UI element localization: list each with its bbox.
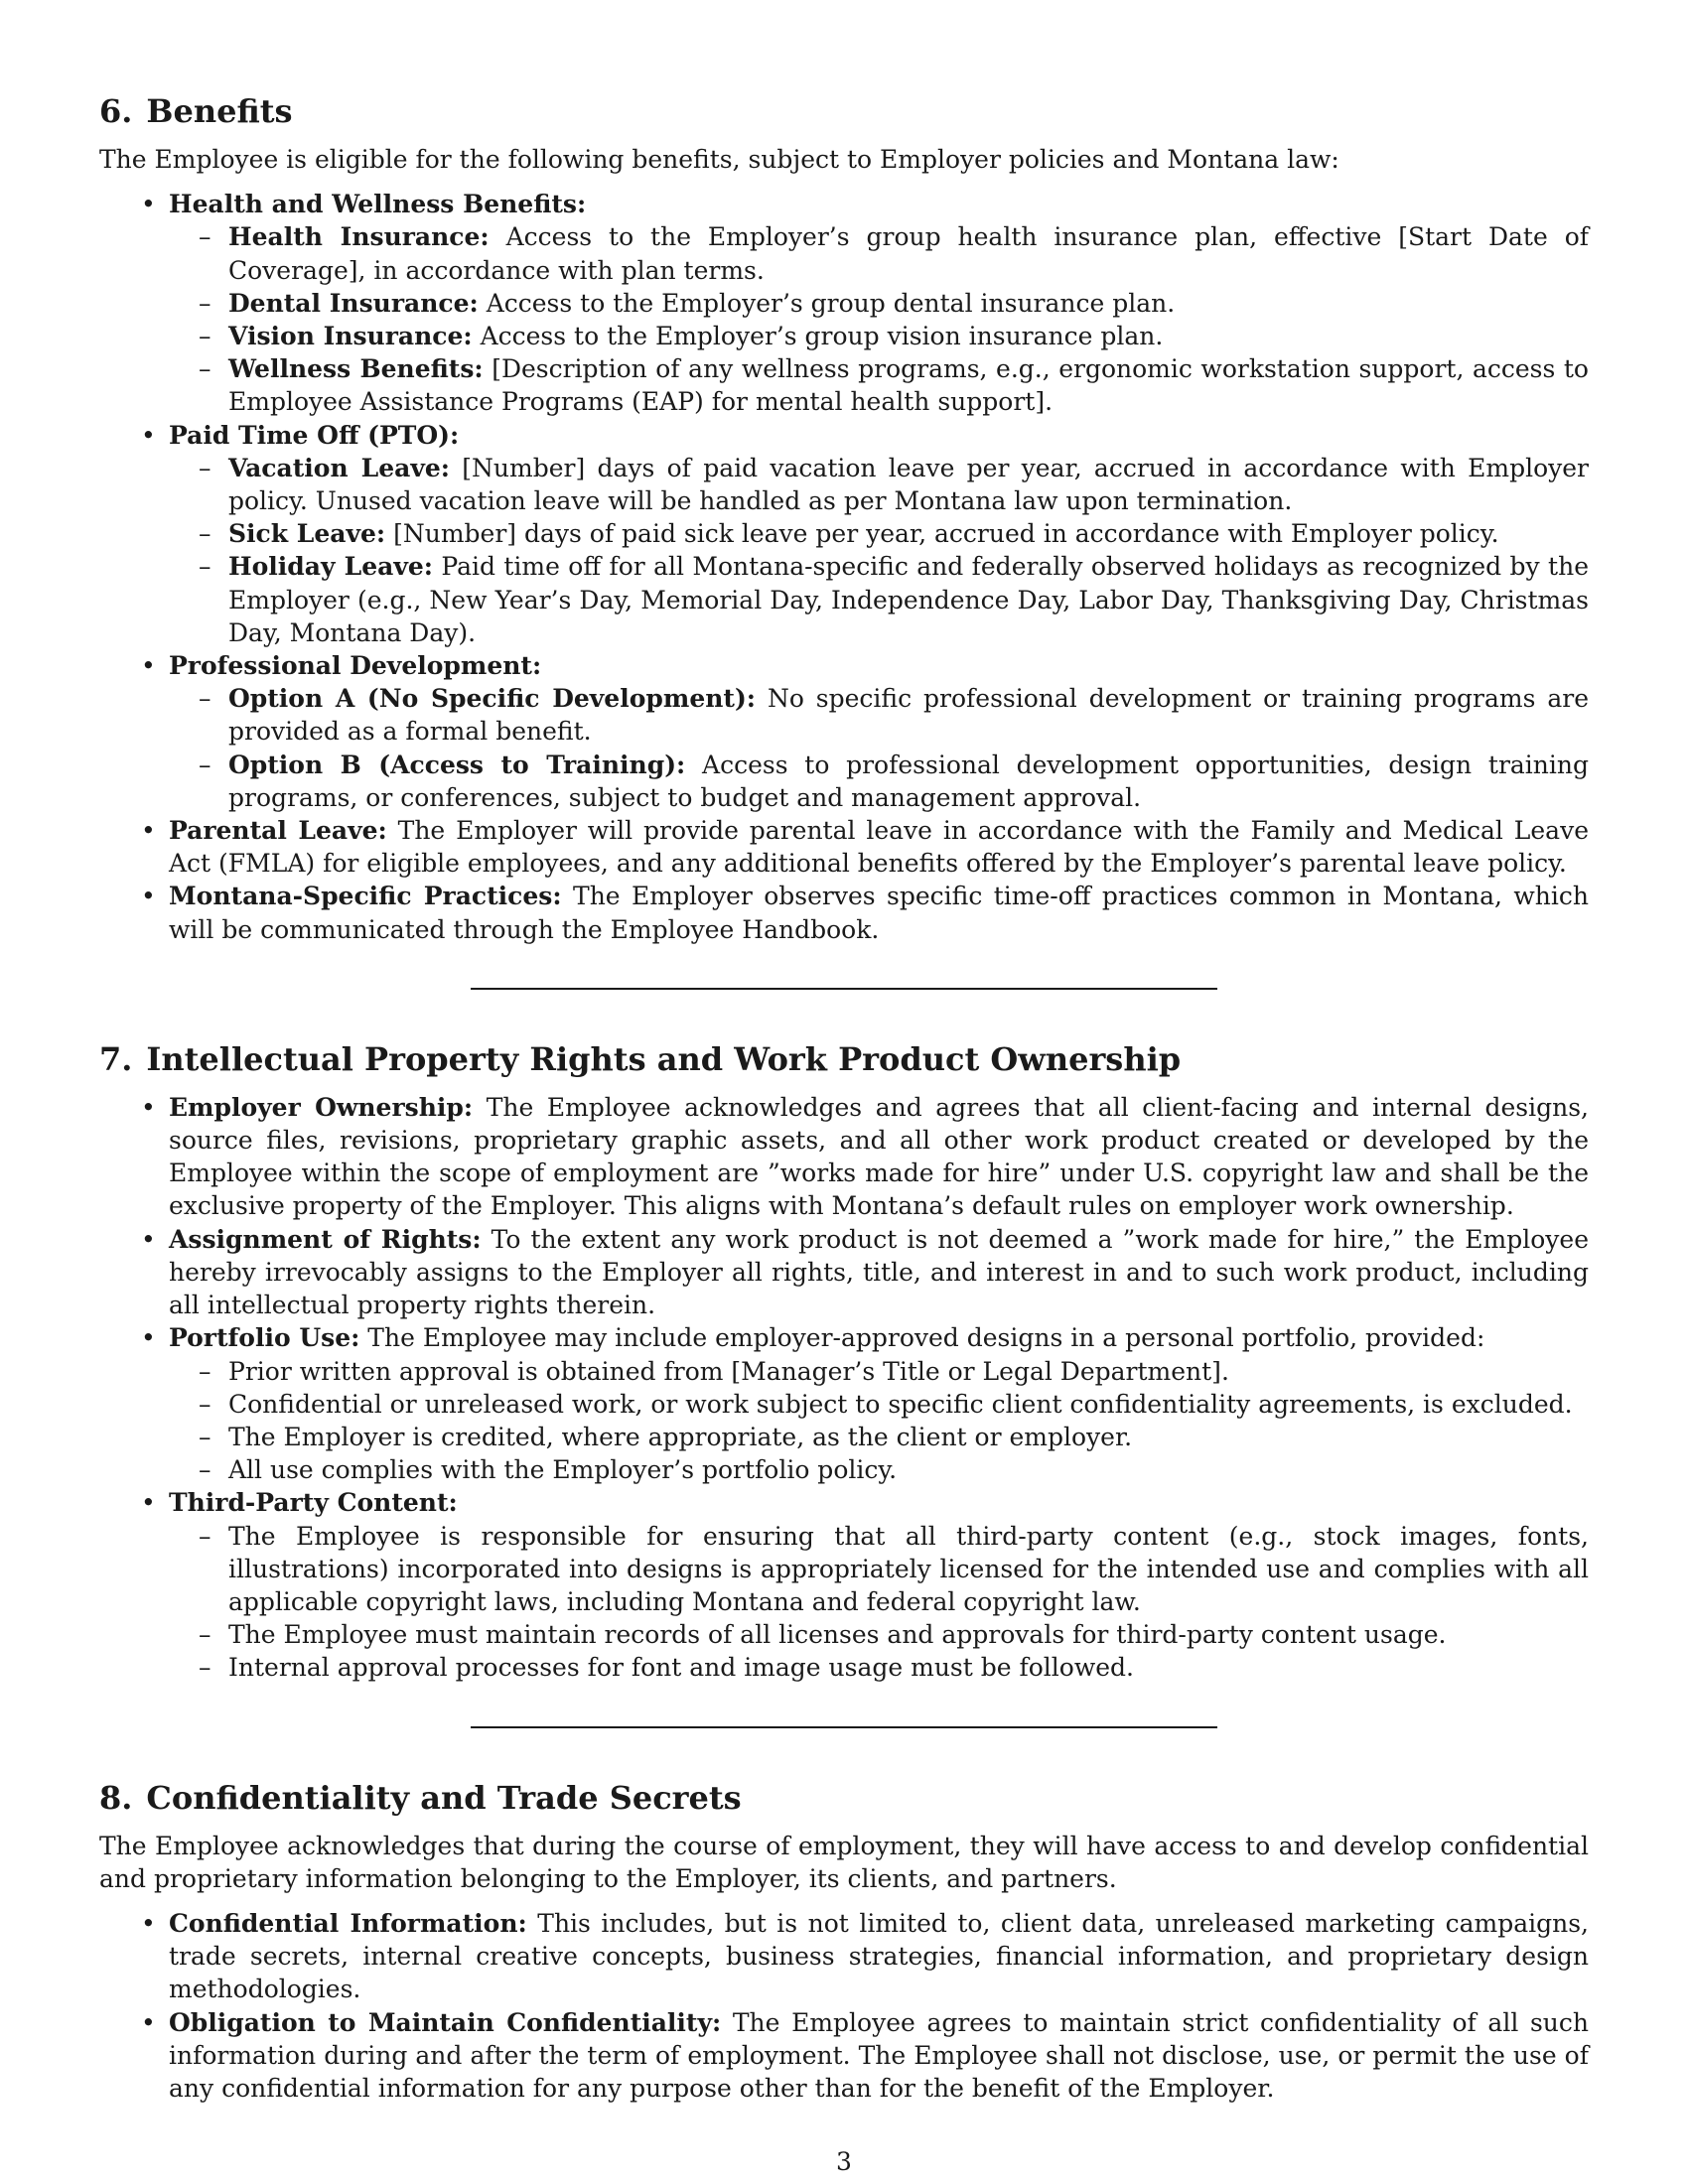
section-7-list — [99, 1091, 1589, 1685]
section-8-list — [99, 1907, 1589, 2105]
section-8-heading: 8. Confidentiality and Trade Secrets — [99, 1778, 742, 1817]
sublist-item: – Prior written approval is obtained from [Manager’s Title or Legal Department]. — [228, 1355, 1589, 1388]
section-divider — [471, 1726, 1217, 1728]
sublist — [169, 1520, 1589, 1685]
list-item: • Professional Development: – Option A (No Specific Development): No specific professional development or training programs are provided as a formal benefit. – Option B (Access to Training): Access to professional development opportunities, design training programs, or conferences, subject to budget and management approval. — [169, 649, 1589, 814]
sublist-item: – The Employee is responsible for ensuring that all third-party content (e.g., stock images, fonts, illustrations) incorporated into designs is appropriately licensed for the intended use and complies with all applicable copyright laws, including Montana and federal copyright law. — [228, 1520, 1589, 1619]
sublist-item: – The Employer is credited, where appropriate, as the client or employer. — [228, 1421, 1589, 1453]
sublist-item: – Health Insurance: Access to the Employer’s group health insurance plan, effective [Start Date of Coverage], in accordance with plan terms. — [228, 220, 1589, 286]
sublist-item: – Confidential or unreleased work, or work subject to specific client confidentiality agreements, is excluded. — [228, 1388, 1589, 1421]
list-item: • Obligation to Maintain Confidentiality: The Employee agrees to maintain strict confidentiality of all such information during and after the term of employment. The Employee shall not disclose, use, or permit the use of any confidential information for any purpose other than for the benefit of the Employer. — [169, 2006, 1589, 2106]
section-6-heading: 6. Benefits — [99, 92, 293, 130]
sublist-item: – Option B (Access to Training): Access to professional development opportunities, design training programs, or conferences, subject to budget and management approval. — [228, 749, 1589, 814]
document-page — [99, 91, 1589, 2105]
section-6-intro: The Employee is eligible for the following benefits, subject to Employer policies and Montana law: — [99, 145, 1339, 174]
sublist-item: – Option A (No Specific Development): No specific professional development or training programs are provided as a formal benefit. — [228, 682, 1589, 748]
page-number: 3 — [836, 2147, 852, 2176]
section-6-list — [99, 188, 1589, 946]
sublist-item: – Vision Insurance: Access to the Employer’s group vision insurance plan. — [228, 320, 1589, 352]
sublist-item: – Holiday Leave: Paid time off for all Montana-specific and federally observed holidays as recognized by the Employer (e.g., New Year’s Day, Memorial Day, Independence Day, Labor Day, Thanksgiving Day, Christmas Day, Montana Day). — [228, 550, 1589, 649]
list-item: • Confidential Information: This includes, but is not limited to, client data, unreleased marketing campaigns, trade secrets, internal creative concepts, business strategies, financial information, and proprietary design methodologies. — [169, 1907, 1589, 2006]
list-item: • Health and Wellness Benefits: – Health Insurance: Access to the Employer’s group health insurance plan, effective [Start Date of Coverage], in accordance with plan terms. – Dental Insurance: Access to the Employer’s group dental insurance plan. – Vision Insurance: Access to the Employer’s group vision insurance plan. – Wellness Benefits: [Description of any wellness programs, e.g., ergonomic workstation support, access to Employee Assistance Programs (EAP) for mental health support]. — [169, 188, 1589, 418]
sublist-item: – Internal approval processes for font and image usage must be followed. — [228, 1651, 1589, 1684]
sublist — [169, 1355, 1589, 1487]
sublist-item: – Wellness Benefits: [Description of any wellness programs, e.g., ergonomic workstation support, access to Employee Assistance Programs (EAP) for mental health support]. — [228, 352, 1589, 418]
sublist-item: – Vacation Leave: [Number] days of paid vacation leave per year, accrued in accordance with Employer policy. Unused vacation leave will be handled as per Montana law upon termination. — [228, 452, 1589, 517]
sublist-item: – The Employee must maintain records of all licenses and approvals for third-party content usage. — [228, 1618, 1589, 1651]
section-7-heading: 7. Intellectual Property Rights and Work Product Ownership — [99, 1039, 1182, 1078]
sublist — [169, 682, 1589, 814]
list-item: • Third-Party Content: – The Employee is responsible for ensuring that all third-party content (e.g., stock images, fonts, illustrations) incorporated into designs is appropriately licensed for the intended use and complies with all applicable copyright laws, including Montana and federal copyright law. – The Employee must maintain records of all licenses and approvals for third-party content usage. – Internal approval processes for font and image usage must be followed. — [169, 1486, 1589, 1684]
sublist-item: – Dental Insurance: Access to the Employer’s group dental insurance plan. — [228, 287, 1589, 320]
sublist — [169, 452, 1589, 649]
sublist — [169, 220, 1589, 418]
sublist-item: – Sick Leave: [Number] days of paid sick leave per year, accrued in accordance with Employer policy. — [228, 517, 1589, 550]
list-item: • Employer Ownership: The Employee acknowledges and agrees that all client-facing and internal designs, source files, revisions, proprietary graphic assets, and all other work product created or developed by the Employee within the scope of employment are ”works made for hire” under U.S. copyright law and shall be the exclusive property of the Employer. This aligns with Montana’s default rules on employer work ownership. — [169, 1091, 1589, 1223]
list-item: • Assignment of Rights: To the extent any work product is not deemed a ”work made for hire,” the Employee hereby irrevocably assigns to the Employer all rights, title, and interest in and to such work product, including all intellectual property rights therein. — [169, 1223, 1589, 1322]
sublist-item: – All use complies with the Employer’s portfolio policy. — [228, 1453, 1589, 1486]
section-8-intro: The Employee acknowledges that during the course of employment, they will have access to and develop confidential and proprietary information belonging to the Employer, its clients, and partners. — [99, 1831, 1589, 1893]
list-item: • Parental Leave: The Employer will provide parental leave in accordance with the Family and Medical Leave Act (FMLA) for eligible employees, and any additional benefits offered by the Employer’s parental leave policy. — [169, 814, 1589, 880]
list-item: • Portfolio Use: The Employee may include employer-approved designs in a personal portfolio, provided: – Prior written approval is obtained from [Manager’s Title or Legal Department]. – Confidential or unreleased work, or work subject to specific client confidentiality agreements, is excluded. – The Employer is credited, where appropriate, as the client or employer. – All use complies with the Employer’s portfolio policy. — [169, 1321, 1589, 1486]
section-divider — [471, 988, 1217, 990]
list-item: • Paid Time Off (PTO): – Vacation Leave: [Number] days of paid vacation leave per year, accrued in accordance with Employer policy. Unused vacation leave will be handled as per Montana law upon termination. – Sick Leave: [Number] days of paid sick leave per year, accrued in accordance with Employer policy. – Holiday Leave: Paid time off for all Montana-specific and federally observed holidays as recognized by the Employer (e.g., New Year’s Day, Memorial Day, Independence Day, Labor Day, Thanksgiving Day, Christmas Day, Montana Day). — [169, 419, 1589, 649]
list-item: • Montana-Specific Practices: The Employer observes specific time-off practices common in Montana, which will be communicated through the Employee Handbook. — [169, 880, 1589, 945]
